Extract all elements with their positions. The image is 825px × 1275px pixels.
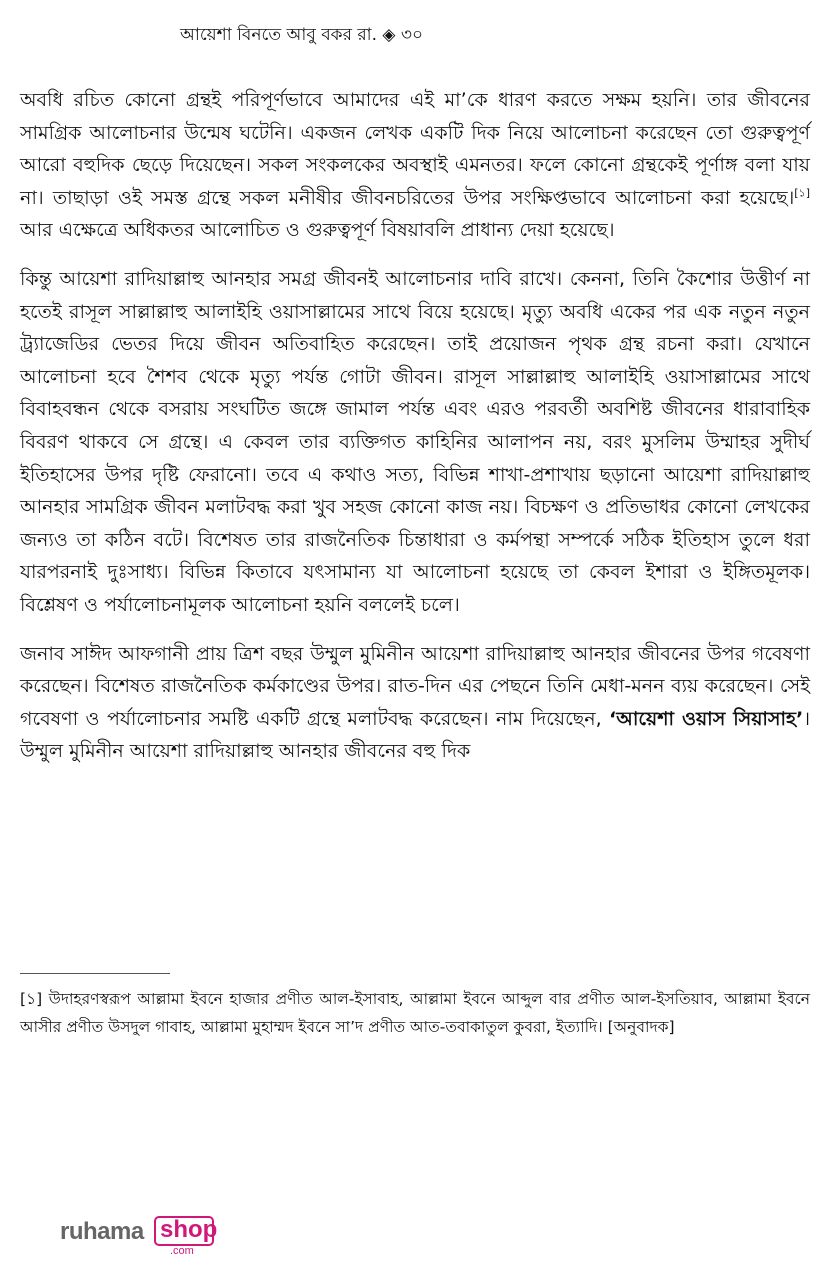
paragraph-1 <box>20 84 810 247</box>
logo-text-shop: shop <box>160 1216 218 1243</box>
publisher-logo <box>60 1212 230 1262</box>
running-header: আয়েশা বিনতে আবু বকর রা. ◈ ৩০ <box>180 25 424 45</box>
paragraph-3 <box>20 638 810 768</box>
footnote: [১] উদাহরণস্বরূপ আল্লামা ইবনে হাজার প্রণীত আল-ইসাবাহ, আল্লামা ইবনে আব্দুল বার প্রণীত আল-ইসতিয়াব, আল্লামা ইবনে আসীর প্রণীত উসদুল গাবাহ, আল্লামা মুহাম্মদ ইবনে সা’দ প্রণীত আত-তবাকাতুল কুবরা, ইত্যাদি। [অনুবাদক] <box>20 990 810 1036</box>
logo-text-com: .com <box>170 1245 194 1257</box>
footnote-reference[interactable]: [১] <box>794 186 810 200</box>
paragraph-2: কিন্তু আয়েশা রাদিয়াল্লাহু আনহার সমগ্র জীবনই আলোচনার দাবি রাখে। কেননা, তিনি কৈশোর উত্তীর্ণ না হতেই রাসূল সাল্লাল্লাহু আলাইহি ওয়াসাল্লামের সাথে বিয়ে হয়েছে। মৃত্যু অবধি একের পর এক নতুন নতুন ট্র্যাজেডির ভেতর দিয়ে জীবন অতিবাহিত করেছেন। তাই প্রয়োজন পৃথক গ্রন্থ রচনা করা। যেখানে আলোচনা হবে শৈশব থেকে মৃত্যু পর্যন্ত গোটা জীবন। রাসূল সাল্লাল্লাহু আলাইহি ওয়াসাল্লামের সাথে বিবাহবন্ধন থেকে বসরায় সংঘটিত জঙ্গে জামাল পর্যন্ত এবং এরও পরবর্তী অবশিষ্ট জীবনের ধারাবাহিক বিবরণ থাকবে সে গ্রন্থে। এ কেবল তার ব্যক্তিগত কাহিনির আলাপন নয়, বরং মুসলিম উম্মাহর সুদীর্ঘ ইতিহাসের উপর দৃষ্টি ফেরানো। তবে এ কথাও সত্য, বিভিন্ন শাখা-প্রশাখায় ছড়ানো আয়েশা রাদিয়াল্লাহু আনহার সামগ্রিক জীবন মলাটবদ্ধ করা খুব সহজ কোনো কাজ নয়। বিচক্ষণ ও প্রতিভাধর কোনো লেখকের জন্যও তা কঠিন বটে। বিশেষত তার রাজনৈতিক চিন্তাধারা ও কর্মপন্থা সম্পর্কে সঠিক ইতিহাস তুলে ধরা যারপরনাই দুঃসাধ্য। বিভিন্ন কিতাবে যৎসামান্য যা আলোচনা হয়েছে তা কেবল ইশারা ও ইঙ্গিতমূলক। বিশ্লেষণ ও পর্যালোচনামূলক আলোচনা হয়নি বললেই চলে। <box>20 267 810 616</box>
footnote-divider <box>20 973 170 974</box>
paragraph-1-text-b: আর এক্ষেত্রে অধিকতর আলোচিত ও গুরুত্বপূর্ণ বিষয়াবলি প্রাধান্য দেয়া হয়েছে। <box>20 219 615 242</box>
logo-text-ruhama: ruhama <box>60 1218 144 1245</box>
paragraph-3-text-b: । উম্মুল মুমিনীন আয়েশা রাদিয়াল্লাহু আনহার জীবনের বহু দিক <box>20 707 810 763</box>
book-title: ‘আয়েশা ওয়াস সিয়াসাহ’ <box>609 707 804 730</box>
paragraph-3-text-a: জনাব সাঈদ আফগানী প্রায় ত্রিশ বছর উম্মুল মুমিনীন আয়েশা রাদিয়াল্লাহু আনহার জীবনের উপর গবেষণা করেছেন। বিশেষত রাজনৈতিক কর্মকাণ্ডের উপর। রাত-দিন এর পেছনে তিনি মেধা-মনন ব্যয় করেছেন। সেই গবেষণা ও পর্যালোচনার সমষ্টি একটি গ্রন্থে মলাটবদ্ধ করেছেন। নাম দিয়েছেন, <box>20 642 810 730</box>
paragraph-1-text-a: অবধি রচিত কোনো গ্রন্থই পরিপূর্ণভাবে আমাদের এই মা’কে ধারণ করতে সক্ষম হয়নি। তার জীবনের সামগ্রিক আলোচনার উন্মেষ ঘটেনি। একজন লেখক একটি দিক নিয়ে আলোচনা করেছেন তো গুরুত্বপূর্ণ আরো বহুদিক ছেড়ে দিয়েছেন। সকল সংকলকের অবস্থাই এমনতর। ফলে কোনো গ্রন্থকেই পূর্ণাঙ্গ বলা যায় না। তাছাড়া ওই সমস্ত গ্রন্থে সকল মনীষীর জীবনচরিতের উপর সংক্ষিপ্তভাবে আলোচনা করা হয়েছে। <box>20 89 810 209</box>
main-text <box>20 84 810 784</box>
